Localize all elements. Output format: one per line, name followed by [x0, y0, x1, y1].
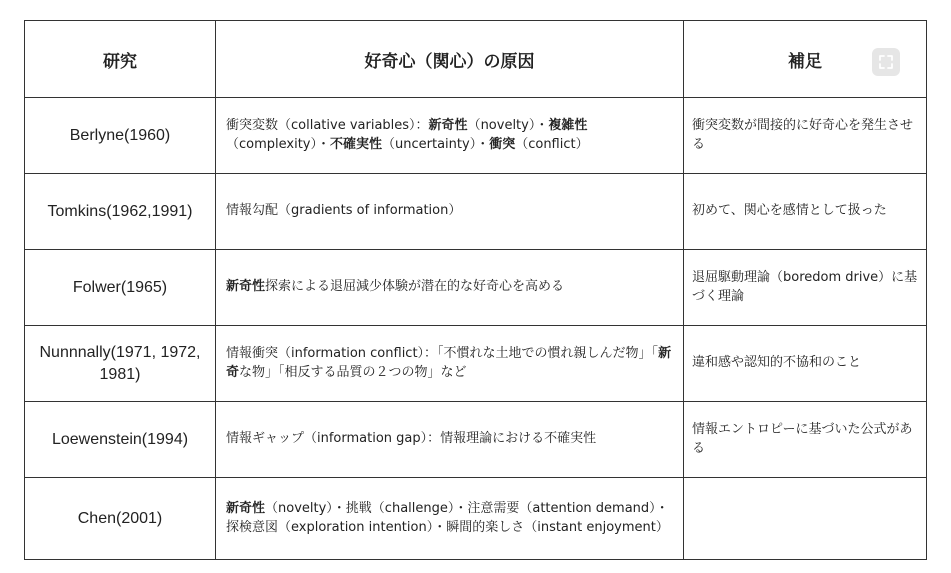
cause-keyword: 新奇性 [226, 279, 266, 295]
study-cell: Folwer(1965) [25, 250, 216, 326]
table-row [25, 402, 927, 478]
note-cell: 違和感や認知的不協和のこと [684, 326, 927, 402]
cause-text: 情報衝突（information conflict）：「不慣れな土地での慣れ親しんだ物」「 [226, 345, 659, 361]
cause-text: （complexity）・ [226, 136, 330, 152]
cause-text: （uncertainty）・ [382, 136, 490, 152]
cause-text: 情報勾配（gradients of information） [226, 203, 462, 219]
expand-icon[interactable] [872, 48, 900, 76]
cause-cell [216, 98, 684, 174]
cause-keyword: 衝突 [489, 136, 516, 152]
table-row [25, 326, 927, 402]
table-row [25, 250, 927, 326]
cause-cell [216, 326, 684, 402]
curiosity-table [24, 20, 927, 560]
cause-text: （novelty）・ [467, 117, 549, 133]
table-row [25, 98, 927, 174]
header-note [684, 21, 927, 98]
study-cell: Berlyne(1960) [25, 98, 216, 174]
expand-icon-glyph [878, 54, 894, 70]
note-cell [684, 478, 927, 560]
cause-cell [216, 402, 684, 478]
note-cell: 衝突変数が間接的に好奇心を発生させる [684, 98, 927, 174]
cause-text: 情報ギャップ（information gap）：情報理論における不確実性 [226, 431, 597, 447]
note-cell: 初めて、関心を感情として扱った [684, 174, 927, 250]
table-header-row [25, 21, 927, 98]
note-cell: 情報エントロピーに基づいた公式がある [684, 402, 927, 478]
cause-keyword: 新奇性 [428, 117, 468, 133]
cause-keyword: 新奇 [226, 345, 672, 380]
cause-text: な物」「相反する品質の２つの物」など [239, 364, 467, 380]
cause-keyword: 複雑性 [548, 117, 588, 133]
study-cell: Tomkins(1962,1991) [25, 174, 216, 250]
study-cell: Nunnnally(1971, 1972, 1981) [25, 326, 216, 402]
cause-cell [216, 478, 684, 560]
table-row [25, 174, 927, 250]
cause-keyword: 不確実性 [330, 136, 383, 152]
cause-cell [216, 174, 684, 250]
study-cell: Chen(2001) [25, 478, 216, 560]
cause-text: 衝突変数（collative variables）： [226, 117, 429, 133]
cause-keyword: 新奇性 [226, 500, 266, 516]
cause-text: （novelty）・挑戦（challenge）・注意需要（attention demand）・探検意図（exploration intention）・瞬間的楽しさ（instant enjoyment） [226, 500, 669, 535]
cause-text: 探索による退屈減少体験が潜在的な好奇心を高める [265, 279, 565, 295]
cause-text: （conflict） [515, 136, 589, 152]
cause-cell [216, 250, 684, 326]
note-cell: 退屈駆動理論（boredom drive）に基づく理論 [684, 250, 927, 326]
header-note-label: 補足 [788, 51, 822, 72]
study-cell: Loewenstein(1994) [25, 402, 216, 478]
header-study: 研究 [25, 21, 216, 98]
header-cause: 好奇心（関心）の原因 [216, 21, 684, 98]
table-row [25, 478, 927, 560]
